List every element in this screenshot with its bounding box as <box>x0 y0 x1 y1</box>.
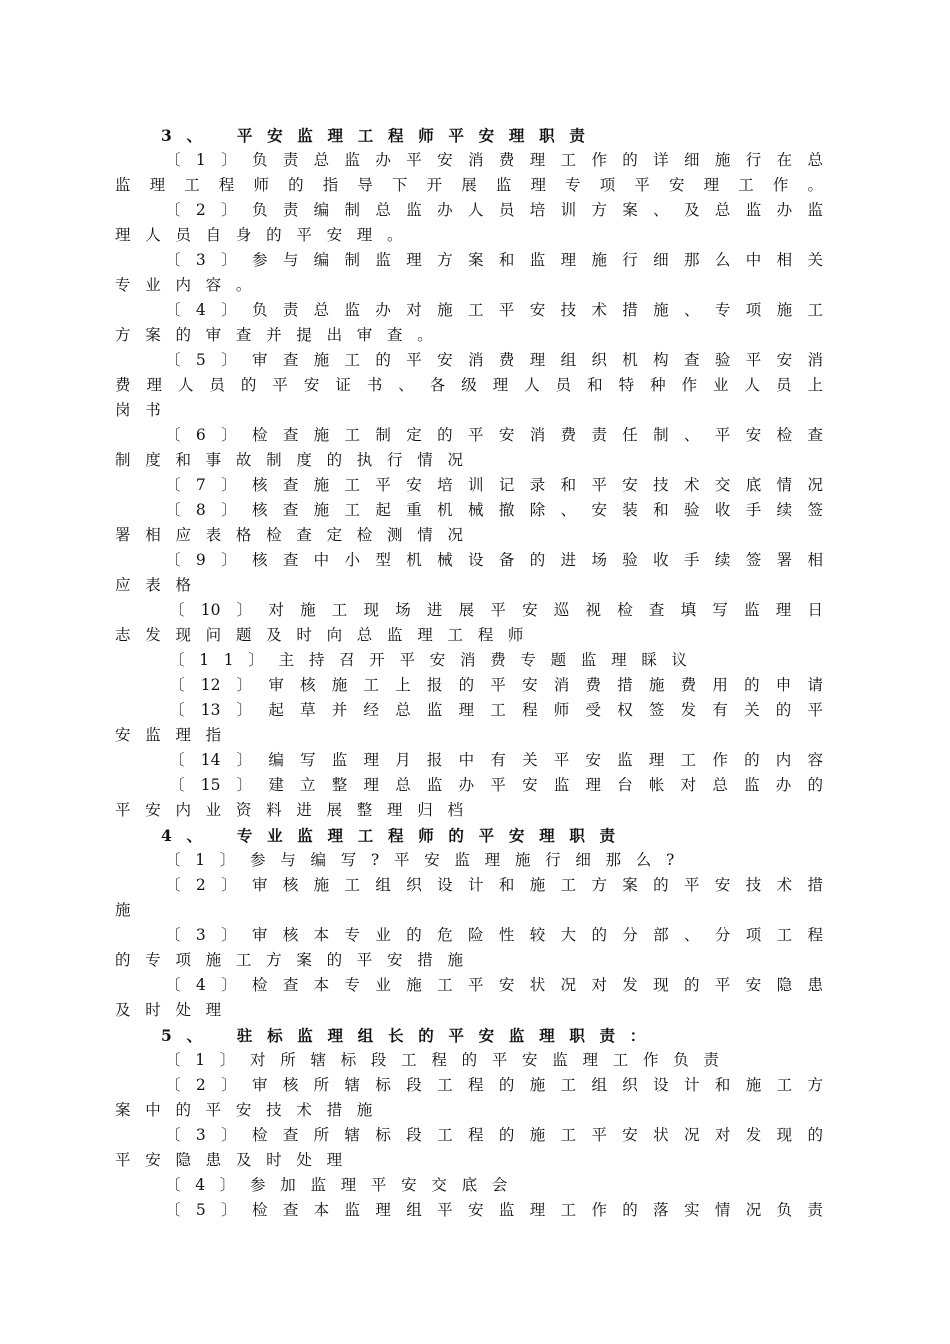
paragraph-line: 费理人员的平安证书、各级理人员和特种作业人员上 <box>115 376 823 394</box>
paragraph-line: 〔1〕负责总监办平安消费理工作的详细施行在总 <box>165 151 823 169</box>
paragraph-line: 〔3〕参与编制监理方案和监理施行细那么中相关 <box>165 251 823 269</box>
paragraph-line: 施 <box>115 901 146 919</box>
section-heading-5: 5、 驻标监理组长的平安监理职责： <box>161 1026 661 1045</box>
paragraph-line: 〔9〕核查中小型机械设备的进场验收手续签署相 <box>165 551 823 569</box>
section-heading-3: 3、 平安监理工程师平安理职责 <box>161 126 600 145</box>
paragraph-line: 及时处理 <box>115 1001 236 1019</box>
paragraph-line: 〔6〕检查施工制定的平安消费责任制、平安检查 <box>165 426 823 444</box>
paragraph-line: 〔2〕审核施工组织设计和施工方案的平安技术措 <box>165 876 823 894</box>
paragraph-line: 〔8〕核查施工起重机械撤除、安装和验收手续签 <box>165 501 823 519</box>
paragraph-line: 〔3〕审核本专业的危险性较大的分部、分项工程 <box>165 926 823 944</box>
paragraph-line: 〔7〕核查施工平安培训记录和平安技术交底情况 <box>165 476 823 494</box>
paragraph-line: 平安内业资料进展整理归档 <box>115 801 478 819</box>
paragraph-line: 〔14〕编写监理月报中有关平安监理工作的内容 <box>169 751 823 769</box>
paragraph-line: 〔11〕主持召开平安消费专题监理睬议 <box>169 651 702 669</box>
paragraph-line: 的专项施工方案的平安措施 <box>115 951 478 969</box>
paragraph-line: 志发现问题及时向总监理工程师 <box>115 626 539 644</box>
paragraph-line: 〔15〕建立整理总监办平安监理台帐对总监办的 <box>169 776 823 794</box>
section-heading-4: 4、 专业监理工程师的平安理职责 <box>161 826 630 845</box>
paragraph-line: 岗书 <box>115 401 176 419</box>
paragraph-line: 案中的平安技术措施 <box>115 1101 388 1119</box>
paragraph-line: 〔1〕参与编写?平安监理施行细那么? <box>165 851 690 869</box>
paragraph-line: 〔3〕检查所辖标段工程的施工平安状况对发现的 <box>165 1126 823 1144</box>
paragraph-line: 〔5〕审查施工的平安消费理组织机构查验平安消 <box>165 351 823 369</box>
paragraph-line: 〔12〕审核施工上报的平安消费措施费用的申请 <box>169 676 823 694</box>
paragraph-line: 〔2〕负责编制总监办人员培训方案、及总监办监 <box>165 201 823 219</box>
paragraph-line: 〔2〕审核所辖标段工程的施工组织设计和施工方 <box>165 1076 823 1094</box>
paragraph-line: 应表格 <box>115 576 206 594</box>
paragraph-line: 方案的审查并提出审查。 <box>115 326 448 344</box>
paragraph-line: 理人员自身的平安理。 <box>115 226 418 244</box>
paragraph-line: 制度和事故制度的执行情况 <box>115 451 478 469</box>
paragraph-line: 〔1〕对所辖标段工程的平安监理工作负责 <box>165 1051 734 1069</box>
paragraph-line: 监理工程师的指导下开展监理专项平安理工作。 <box>115 176 823 194</box>
paragraph-line: 署相应表格检查定检测情况 <box>115 526 478 544</box>
paragraph-line: 〔4〕参加监理平安交底会 <box>165 1176 523 1194</box>
paragraph-line: 安监理指 <box>115 726 236 744</box>
paragraph-line: 〔4〕负责总监办对施工平安技术措施、专项施工 <box>165 301 823 319</box>
paragraph-line: 〔4〕检查本专业施工平安状况对发现的平安隐患 <box>165 976 823 994</box>
paragraph-line: 专业内容。 <box>115 276 267 294</box>
paragraph-line: 〔13〕起草并经总监理工程师受权签发有关的平 <box>169 701 823 719</box>
paragraph-line: 〔10〕对施工现场进展平安巡视检查填写监理日 <box>169 601 823 619</box>
paragraph-line: 〔5〕检查本监理组平安监理工作的落实情况负责 <box>165 1201 823 1219</box>
document-page <box>115 123 823 1223</box>
paragraph-line: 平安隐患及时处理 <box>115 1151 357 1169</box>
